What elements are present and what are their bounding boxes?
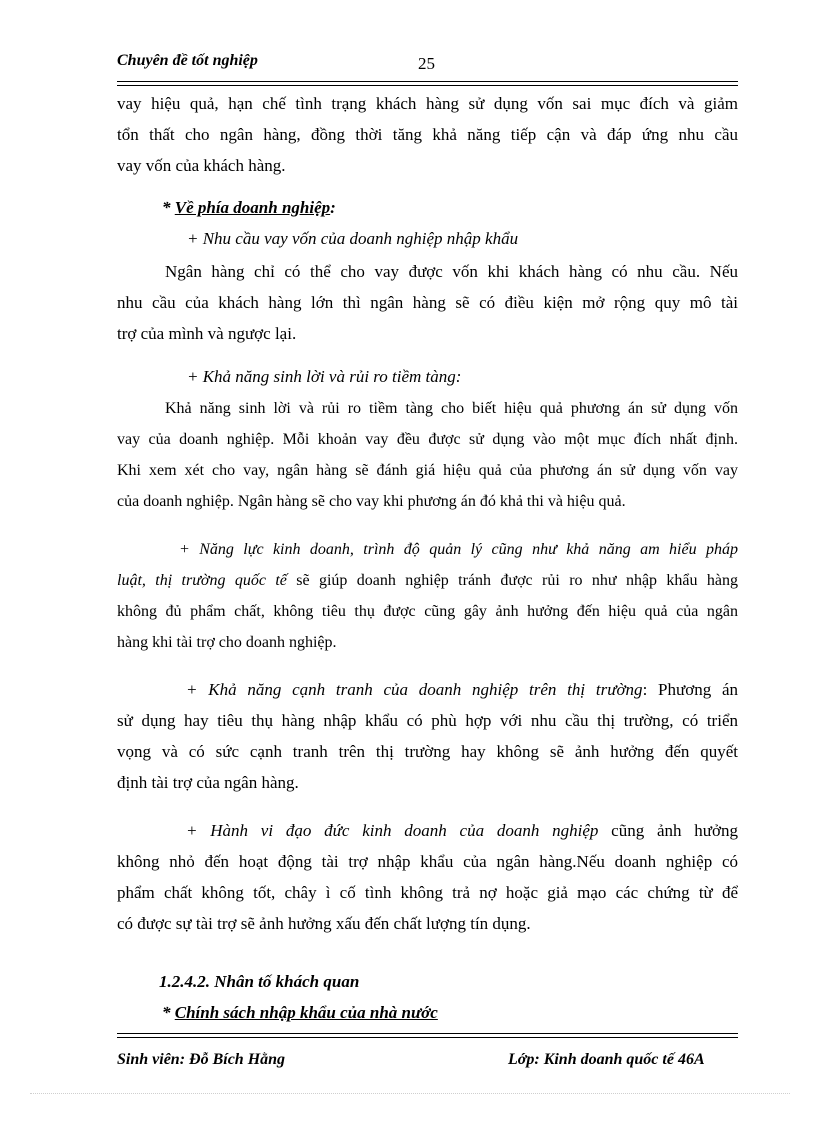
- text-line: nhu cầu của khách hàng lớn thì ngân hàng sẽ có điều kiện mở rộng quy mô tài: [117, 293, 738, 312]
- page-number: 25: [418, 54, 435, 73]
- text-line: không nhỏ đến hoạt động tài trợ nhập khẩu của ngân hàng.Nếu doanh nghiệp có: [117, 852, 738, 871]
- header-rule-bottom: [117, 85, 738, 86]
- paragraph-5: [117, 674, 738, 798]
- inline-italic: + Khả năng cạnh tranh của doanh nghiệp trên thị trường: [186, 680, 643, 699]
- heading-1242: 1.2.4.2. Nhân tố khách quan: [159, 972, 360, 991]
- text-line: định tài trợ của ngân hàng.: [117, 773, 299, 792]
- section-heading-doanh-nghiep: [162, 192, 562, 223]
- text-line: hàng khi tài trợ cho doanh nghiệp.: [117, 634, 337, 651]
- text-line: trợ của mình và ngược lại.: [117, 324, 297, 343]
- paragraph-6: [117, 815, 738, 939]
- text-line: của doanh nghiệp. Ngân hàng sẽ cho vay khi phương án đó khả thi và hiệu quả.: [117, 493, 626, 510]
- section-bullet: *: [162, 198, 175, 217]
- inline-text: : Phương án: [642, 680, 738, 699]
- text-line: không đủ phẩm chất, không tiêu thụ được cũng gây ảnh hưởng đến hiệu quả của ngân: [117, 603, 738, 620]
- text-line: Khả năng sinh lời và rủi ro tiềm tàng cho biết hiệu quả phương án sử dụng vốn: [165, 400, 738, 417]
- inline-text: cũng ảnh hưởng: [598, 821, 739, 840]
- text-line: Ngân hàng chỉ có thể cho vay được vốn khi khách hàng có nhu cầu. Nếu: [165, 262, 738, 281]
- text-line: vọng và có sức cạnh tranh trên thị trường hay không sẽ ảnh hưởng đến quyết: [117, 742, 738, 761]
- text-line: vay hiệu quả, hạn chế tình trạng khách hàng sử dụng vốn sai mục đích và giảm: [117, 94, 738, 113]
- header-title: Chuyên đề tốt nghiệp: [117, 52, 258, 69]
- footer-rule-top: [117, 1033, 738, 1034]
- text-line: có được sự tài trợ sẽ ảnh hưởng xấu đến chất lượng tín dụng.: [117, 914, 531, 933]
- footer-rule-bottom: [117, 1037, 738, 1038]
- page-bottom-dotted-border: [30, 1093, 790, 1094]
- text-line: phẩm chất không tốt, chây ì cố tình không trả nợ hoặc giả mạo các chứng từ để: [117, 883, 738, 902]
- section-heading-chinh-sach: [162, 997, 662, 1028]
- inline-text: sẽ giúp doanh nghiệp tránh được rủi ro như nhập khẩu hàng: [286, 572, 738, 589]
- text-line: Khi xem xét cho vay, ngân hàng sẽ đánh giá hiệu quả của phương án sử dụng vốn vay: [117, 462, 738, 479]
- header-rule-top: [117, 81, 738, 82]
- text-line: [117, 565, 738, 596]
- footer-student: Sinh viên: Đỗ Bích Hằng: [117, 1051, 286, 1068]
- section-title: Về phía doanh nghiệp: [174, 198, 331, 217]
- text-line: vay vốn của khách hàng.: [117, 156, 286, 175]
- text-line: + Năng lực kinh doanh, trình độ quản lý cũng như khả năng am hiểu pháp: [179, 541, 738, 558]
- section-colon: :: [330, 198, 336, 217]
- section-title: Chính sách nhập khẩu của nhà nước: [174, 1003, 438, 1022]
- paragraph-3: [117, 393, 738, 517]
- inline-italic: + Hành vi đạo đức kinh doanh của doanh nghiệp: [186, 821, 599, 840]
- inline-italic: luật, thị trường quốc tế: [117, 572, 287, 589]
- footer-class: Lớp: Kinh doanh quốc tế 46A: [508, 1051, 705, 1068]
- text-line: [117, 674, 738, 705]
- paragraph-2: [117, 256, 738, 349]
- text-line: vay của doanh nghiệp. Mỗi khoản vay đều được sử dụng vào một mục đích nhất định.: [117, 431, 738, 448]
- text-line: sử dụng hay tiêu thụ hàng nhập khẩu có phù hợp với nhu cầu thị trường, có triển: [117, 711, 738, 730]
- text-line: [117, 815, 738, 846]
- text-line: tổn thất cho ngân hàng, đồng thời tăng khả năng tiếp cận và đáp ứng nhu cầu: [117, 125, 738, 144]
- section-bullet: *: [162, 1003, 175, 1022]
- item-title-nhu-cau: + Nhu cầu vay vốn của doanh nghiệp nhập khẩu: [187, 229, 519, 248]
- item-title-sinh-loi: + Khả năng sinh lời và rủi ro tiềm tàng:: [187, 367, 462, 386]
- paragraph-1: [117, 88, 738, 181]
- paragraph-4: [117, 534, 738, 658]
